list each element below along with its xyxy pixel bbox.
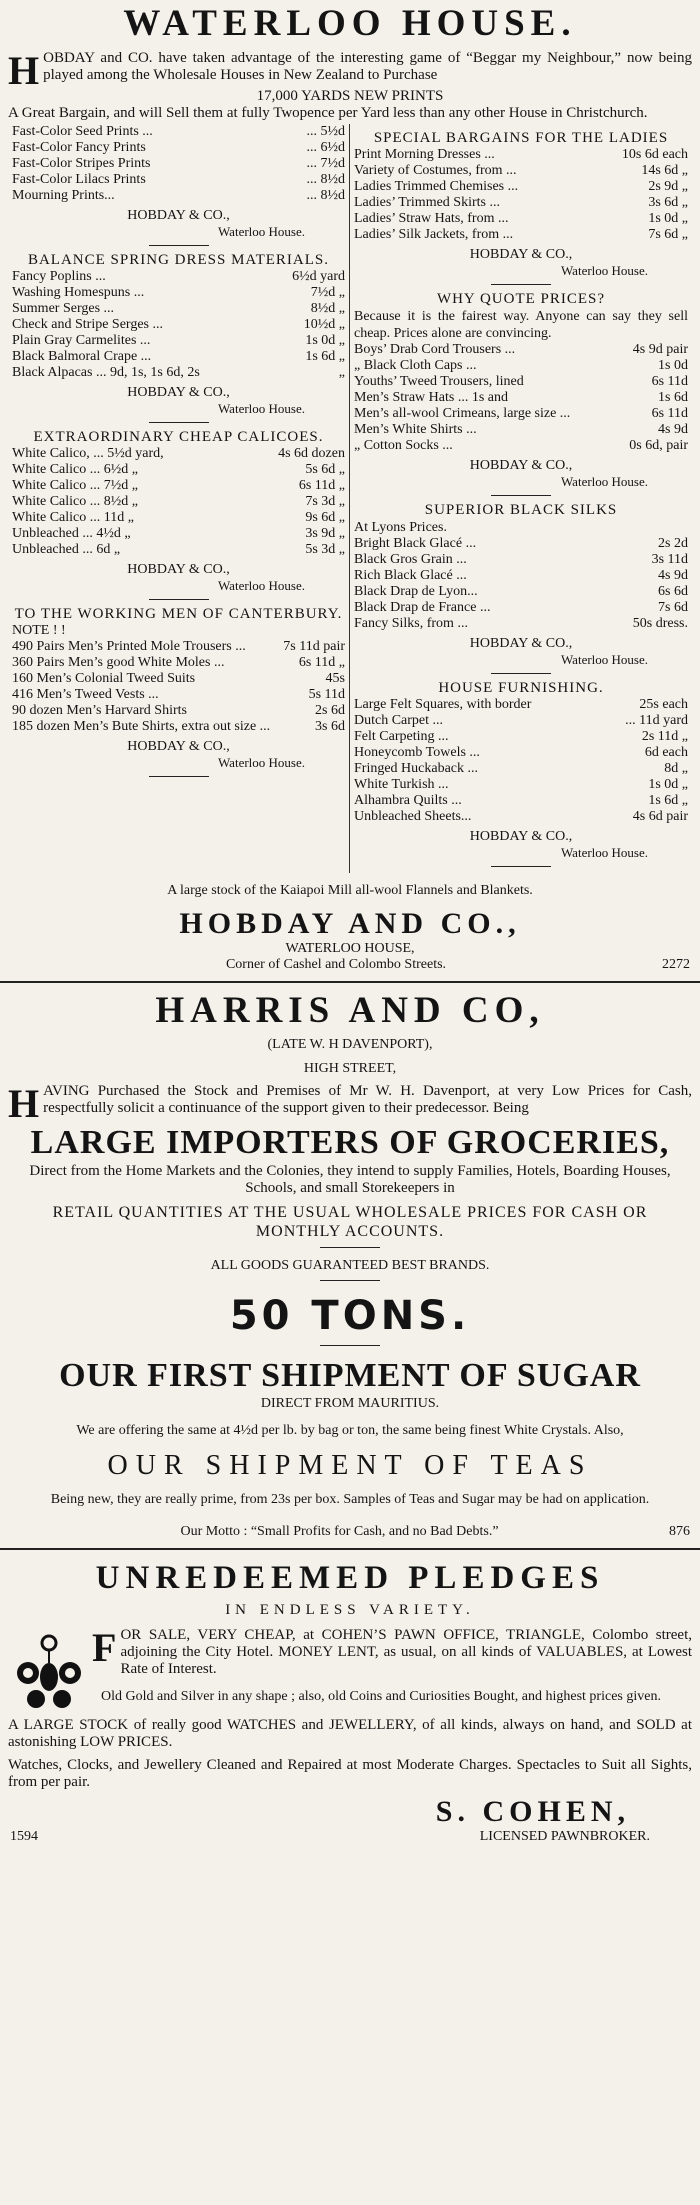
cohen-title: UNREDEEMED PLEDGES <box>95 1560 605 1596</box>
section-divider <box>0 981 700 983</box>
item-price: 14s 6d „ <box>641 163 688 178</box>
item-name: Fancy Silks, from ... <box>354 616 468 631</box>
item-name: Black Gros Grain ... <box>354 552 467 567</box>
item-price: 3s 9d „ <box>305 526 345 541</box>
item-name: Felt Carpeting ... <box>354 729 449 744</box>
kaiapoi-note: A large stock of the Kaiapoi Mill all-wool Flannels and Blankets. <box>167 883 533 898</box>
item-name: 160 Men’s Colonial Tweed Suits <box>12 671 196 686</box>
price-row <box>354 809 688 825</box>
section-title: SUPERIOR BLACK SILKS <box>424 502 618 518</box>
harris-late: (LATE W. H DAVENPORT), <box>267 1037 433 1052</box>
price-row <box>354 342 688 358</box>
harris-guarantee: ALL GOODS GUARANTEED BEST BRANDS. <box>210 1258 490 1273</box>
cohen-subtitle: IN ENDLESS VARIETY. <box>225 1602 475 1618</box>
item-name: Black Drap de France ... <box>354 600 491 615</box>
price-row <box>354 195 688 211</box>
harris-motto-row <box>10 1524 690 1540</box>
item-price: 1s 0d „ <box>648 211 688 226</box>
price-row <box>354 374 688 390</box>
sugar-direct: DIRECT FROM MAURITIUS. <box>260 1396 440 1411</box>
price-row <box>12 671 345 687</box>
item-name: Fancy Poplins ... <box>12 269 106 284</box>
item-price: 10s 6d each <box>621 147 688 162</box>
price-row <box>12 317 345 333</box>
item-price: 1s 0d <box>658 358 688 373</box>
hobday-signature: HOBDAY & CO., <box>469 829 573 844</box>
waterloo-right-column <box>350 124 692 873</box>
waterloo-advert <box>0 4 700 973</box>
price-row <box>354 616 688 632</box>
item-name: Alhambra Quilts ... <box>354 793 462 808</box>
section-title: TO THE WORKING MEN OF CANTERBURY. <box>14 606 343 622</box>
item-price: 2s 11d „ <box>641 729 688 744</box>
item-price: 7s 11d pair <box>283 639 345 654</box>
item-name: Print Morning Dresses ... <box>354 147 495 162</box>
price-row <box>12 687 345 703</box>
waterloo-columns <box>8 124 692 873</box>
item-name: Black Alpacas ... 9d, 1s, 1s 6d, 2s <box>12 365 200 380</box>
item-name: Summer Serges ... <box>12 301 115 316</box>
item-name: Black Drap de Lyon... <box>354 584 478 599</box>
item-price: 6s 11d „ <box>298 655 345 670</box>
hobday-signature-house: Waterloo House. <box>217 224 305 239</box>
item-name: Large Felt Squares, with border <box>354 697 532 712</box>
price-row <box>12 301 345 317</box>
hobday-signature-house: Waterloo House. <box>560 845 648 860</box>
item-price: 8d „ <box>664 761 688 776</box>
harris-intro-text: AVING Purchased the Stock and Premises of Mr W. H. Davenport, at very Low Prices for Cash, respectfully solicit a continuance of the support given to their predecessor. Being <box>43 1083 692 1116</box>
item-price: 2s 9d „ <box>648 179 688 194</box>
price-row <box>354 729 688 745</box>
rule <box>149 422 209 423</box>
item-name: Fast-Color Fancy Prints <box>12 140 146 155</box>
hobday-signature-house: Waterloo House. <box>217 578 305 593</box>
hobday-signature: HOBDAY & CO., <box>469 458 573 473</box>
price-row <box>354 179 688 195</box>
price-row <box>354 745 688 761</box>
item-name: Plain Gray Carmelites ... <box>12 333 151 348</box>
price-row <box>12 526 345 542</box>
price-row <box>12 349 345 365</box>
price-row <box>12 172 345 188</box>
rule <box>320 1280 380 1281</box>
item-name: Fast-Color Lilacs Prints <box>12 172 146 187</box>
cohen-gold: Old Gold and Silver in any shape ; also, old Coins and Curiosities Bought, and highest prices given. <box>101 1689 661 1704</box>
price-row <box>354 761 688 777</box>
item-price: ... 7½d <box>306 156 345 171</box>
hobday-ref: 2272 <box>662 957 690 972</box>
harris-motto: Our Motto : “Small Profits for Cash, and no Bad Debts.” <box>180 1524 499 1539</box>
price-row <box>354 227 688 243</box>
section-divider <box>0 1548 700 1550</box>
price-row <box>354 552 688 568</box>
harris-title: HARRIS AND CO, <box>155 990 545 1031</box>
cohen-licensed: LICENSED PAWNBROKER. <box>479 1829 650 1844</box>
item-name: Unbleached ... 6d „ <box>12 542 121 557</box>
item-name: Dutch Carpet ... <box>354 713 444 728</box>
item-name: Honeycomb Towels ... <box>354 745 480 760</box>
rule <box>491 866 551 867</box>
price-row <box>12 494 345 510</box>
price-row <box>12 623 345 639</box>
teas-heading: OUR SHIPMENT OF TEAS <box>107 1450 593 1481</box>
cohen-watches: Watches, Clocks, and Jewellery Cleaned and Repaired at most Moderate Charges. Spectacles to Suit all Sights, from per pair. <box>8 1757 692 1790</box>
item-name: Men’s Straw Hats ... 1s and <box>354 390 508 405</box>
item-name: White Turkish ... <box>354 777 449 792</box>
hobday-signature-house: Waterloo House. <box>217 401 305 416</box>
item-price: 7s 3d „ <box>305 494 345 509</box>
item-name: Men’s all-wool Crimeans, large size ... <box>354 406 571 421</box>
item-price: 6½d yard <box>292 269 345 284</box>
rule <box>491 495 551 496</box>
item-price: 4s 6d pair <box>632 809 688 824</box>
cohen-intro <box>8 1627 692 1678</box>
section-title: HOUSE FURNISHING. <box>438 680 604 696</box>
item-price: 1s 6d „ <box>648 793 688 808</box>
price-row <box>12 140 345 156</box>
importers-heading: LARGE IMPORTERS OF GROCERIES, <box>30 1124 670 1161</box>
rule <box>320 1345 380 1346</box>
item-price: 1s 6d <box>658 390 688 405</box>
item-price: 2s 6d <box>315 703 345 718</box>
price-row <box>354 406 688 422</box>
hobday-signature: HOBDAY & CO., <box>469 636 573 651</box>
item-price: ... 5½d <box>306 124 345 139</box>
price-row <box>12 365 345 381</box>
price-row <box>354 163 688 179</box>
cohen-ref: 1594 <box>10 1829 38 1844</box>
rule <box>320 1247 380 1248</box>
item-name: 416 Men’s Tweed Vests ... <box>12 687 159 702</box>
item-name: Rich Black Glacé ... <box>354 568 467 583</box>
item-name: White Calico ... 7½d „ <box>12 478 138 493</box>
item-price: ... 8½d <box>306 188 345 203</box>
item-name: Check and Stripe Serges ... <box>12 317 163 332</box>
item-name: Fast-Color Seed Prints ... <box>12 124 153 139</box>
item-name: Unbleached Sheets... <box>354 809 472 824</box>
section-text: Because it is the fairest way. Anyone can say they sell cheap. Prices alone are convincing. <box>354 309 688 341</box>
item-price: 50s dress. <box>632 616 688 631</box>
cohen-intro-text: OR SALE, VERY CHEAP, at COHEN’S PAWN OFFICE, TRIANGLE, Colombo street, adjoining the City Hotel. MONEY LENT, as usual, on all kinds of VALUABLES, at Lowest Rate of Interest. <box>120 1627 692 1677</box>
item-name: „ Black Cloth Caps ... <box>354 358 477 373</box>
hobday-address-row <box>10 957 690 973</box>
item-price: 25s each <box>639 697 688 712</box>
item-name: White Calico ... 11d „ <box>12 510 134 525</box>
item-name: Ladies’ Silk Jackets, from ... <box>354 227 514 242</box>
item-price: 4s 6d dozen <box>278 446 345 461</box>
rule <box>491 673 551 674</box>
item-price: 10½d „ <box>303 317 345 332</box>
price-row <box>12 655 345 671</box>
item-name: Mourning Prints... <box>12 188 115 203</box>
item-price: 4s 9d <box>658 568 688 583</box>
item-name: NOTE ! ! <box>12 623 66 638</box>
price-row <box>354 697 688 713</box>
item-price: 3s 11d <box>651 552 688 567</box>
item-price: 6s 11d <box>651 374 688 389</box>
price-row <box>12 188 345 204</box>
item-name: White Calico ... 6½d „ <box>12 462 138 477</box>
item-name: Washing Homespuns ... <box>12 285 145 300</box>
item-price: 6s 11d <box>651 406 688 421</box>
price-row <box>354 777 688 793</box>
price-row <box>354 793 688 809</box>
price-row <box>12 478 345 494</box>
price-row <box>354 713 688 729</box>
item-name: 185 dozen Men’s Bute Shirts, extra out size ... <box>12 719 271 734</box>
hobday-signature-house: Waterloo House. <box>217 755 305 770</box>
item-price: 2s 2d <box>658 536 688 551</box>
item-price: 5s 6d „ <box>305 462 345 477</box>
item-name: Fast-Color Stripes Prints <box>12 156 151 171</box>
rule <box>149 245 209 246</box>
item-price: 9s 6d „ <box>305 510 345 525</box>
price-row <box>12 333 345 349</box>
item-price: 6d each <box>644 745 688 760</box>
item-price: 6s 6d <box>658 584 688 599</box>
item-price: „ <box>338 365 345 380</box>
item-name: Men’s White Shirts ... <box>354 422 477 437</box>
hobday-address: Corner of Cashel and Colombo Streets. <box>225 957 447 972</box>
section-title: EXTRAORDINARY CHEAP CALICOES. <box>33 429 324 445</box>
jewellery-icon <box>14 1633 84 1713</box>
teas-text: Being new, they are really prime, from 23s per box. Samples of Teas and Sugar may be had on application. <box>50 1492 650 1507</box>
price-row <box>354 422 688 438</box>
price-row <box>12 124 345 140</box>
hobday-signature-house: Waterloo House. <box>560 652 648 667</box>
waterloo-left-column <box>8 124 350 873</box>
price-row <box>354 147 688 163</box>
price-row <box>354 358 688 374</box>
item-price: 7s 6d „ <box>648 227 688 242</box>
harris-street: HIGH STREET, <box>303 1061 397 1076</box>
cohen-name: S. COHEN, <box>435 1795 630 1828</box>
price-row <box>12 542 345 558</box>
item-name: Ladies Trimmed Chemises ... <box>354 179 519 194</box>
item-price: 8½d „ <box>310 301 345 316</box>
item-price: 0s 6d, pair <box>629 438 688 453</box>
price-row <box>12 285 345 301</box>
item-price: ... 6½d <box>306 140 345 155</box>
hobday-signature-house: Waterloo House. <box>560 263 648 278</box>
prints-heading: 17,000 YARDS NEW PRINTS <box>256 88 444 104</box>
item-price: 6s 11d „ <box>298 478 345 493</box>
item-name: 490 Pairs Men’s Printed Mole Trousers ... <box>12 639 246 654</box>
rule <box>149 776 209 777</box>
prints-text: A Great Bargain, and will Sell them at fully Twopence per Yard less than any other House in Christchurch. <box>8 105 648 121</box>
item-name: Ladies’ Straw Hats, from ... <box>354 211 509 226</box>
price-row <box>12 269 345 285</box>
item-price: ... 8½d <box>306 172 345 187</box>
cohen-footer <box>10 1829 690 1845</box>
price-row <box>354 390 688 406</box>
harris-intro <box>8 1081 692 1126</box>
item-name: Ladies’ Trimmed Skirts ... <box>354 195 500 210</box>
item-name: Black Balmoral Crape ... <box>12 349 152 364</box>
price-row <box>354 438 688 454</box>
price-row <box>12 639 345 655</box>
harris-advert <box>0 991 700 1540</box>
waterloo-intro-text: OBDAY and CO. have taken advantage of the interesting game of “Beggar my Neighbour,” now being played among the Wholesale Houses in New Zealand to Purchase <box>43 50 692 83</box>
price-row <box>354 568 688 584</box>
item-name: Youths’ Tweed Trousers, lined <box>354 374 524 389</box>
tons-heading: 50 TONS. <box>229 1293 471 1339</box>
section-title: BALANCE SPRING DRESS MATERIALS. <box>27 252 330 268</box>
item-price: 7½d „ <box>310 285 345 300</box>
hobday-signature: HOBDAY & CO., <box>127 739 230 754</box>
hobday-signature: HOBDAY & CO., <box>127 208 230 223</box>
item-name: „ Cotton Socks ... <box>354 438 453 453</box>
harris-direct: Direct from the Home Markets and the Colonies, they intend to supply Families, Hotels, Boarding Houses, Schools, and small Storekeepers in <box>29 1163 671 1196</box>
item-price: 4s 9d pair <box>632 342 688 357</box>
item-name: 90 dozen Men’s Harvard Shirts <box>12 703 187 718</box>
sugar-heading: OUR FIRST SHIPMENT OF SUGAR <box>59 1357 641 1394</box>
price-row <box>354 584 688 600</box>
price-row <box>12 446 345 462</box>
item-price: 1s 0d „ <box>648 777 688 792</box>
rule <box>491 284 551 285</box>
item-name: Boys’ Drab Cord Trousers ... <box>354 342 516 357</box>
waterloo-intro <box>8 48 692 93</box>
hobday-signature: HOBDAY & CO., <box>127 562 230 577</box>
waterloo-dropcap: H <box>8 48 40 93</box>
section-title: SPECIAL BARGAINS FOR THE LADIES <box>373 130 669 146</box>
price-row <box>12 462 345 478</box>
price-row <box>12 156 345 172</box>
item-name: White Calico, ... 5½d yard, <box>12 446 164 461</box>
item-name: Fringed Huckaback ... <box>354 761 479 776</box>
item-price: 45s <box>325 671 345 686</box>
item-price: 4s 9d <box>658 422 688 437</box>
harris-retail: RETAIL QUANTITIES AT THE USUAL WHOLESALE PRICES FOR CASH OR MONTHLY ACCOUNTS. <box>52 1204 648 1240</box>
hobday-signature: HOBDAY & CO., <box>469 247 573 262</box>
item-price: 5s 3d „ <box>305 542 345 557</box>
item-price: ... 11d yard <box>625 713 688 728</box>
item-price: 1s 0d „ <box>305 333 345 348</box>
harris-dropcap: H <box>8 1081 40 1126</box>
price-row <box>354 211 688 227</box>
hobday-brand: HOBDAY AND CO., <box>179 907 521 940</box>
item-price: 3s 6d „ <box>648 195 688 210</box>
cohen-stock: A LARGE STOCK of really good WATCHES and JEWELLERY, of all kinds, always on hand, and SOLD at astonishing LOW PRICES. <box>8 1717 692 1750</box>
harris-ref: 876 <box>669 1524 690 1539</box>
price-row <box>354 600 688 616</box>
item-price: 7s 6d <box>658 600 688 615</box>
hobday-signature: HOBDAY & CO., <box>127 385 230 400</box>
price-row <box>354 536 688 552</box>
price-row <box>12 719 345 735</box>
item-price: 5s 11d <box>308 687 345 702</box>
item-name: Bright Black Glacé ... <box>354 536 477 551</box>
item-price: 1s 6d „ <box>305 349 345 364</box>
rule <box>149 599 209 600</box>
item-name: Unbleached ... 4½d „ <box>12 526 131 541</box>
item-name: 360 Pairs Men’s good White Moles ... <box>12 655 225 670</box>
cohen-dropcap: F <box>92 1625 117 1670</box>
hobday-house: WATERLOO HOUSE, <box>285 941 415 956</box>
waterloo-title: WATERLOO HOUSE. <box>123 3 577 44</box>
hobday-signature-house: Waterloo House. <box>560 474 648 489</box>
section-text: At Lyons Prices. <box>354 520 447 535</box>
item-name: Variety of Costumes, from ... <box>354 163 517 178</box>
price-row <box>12 510 345 526</box>
item-name: White Calico ... 8½d „ <box>12 494 138 509</box>
cohen-advert <box>0 1558 700 1845</box>
item-price: 3s 6d <box>315 719 345 734</box>
section-title: WHY QUOTE PRICES? <box>436 291 606 307</box>
sugar-offering: We are offering the same at 4½d per lb. by bag or ton, the same being finest White Crystals. Also, <box>76 1423 624 1438</box>
price-row <box>12 703 345 719</box>
